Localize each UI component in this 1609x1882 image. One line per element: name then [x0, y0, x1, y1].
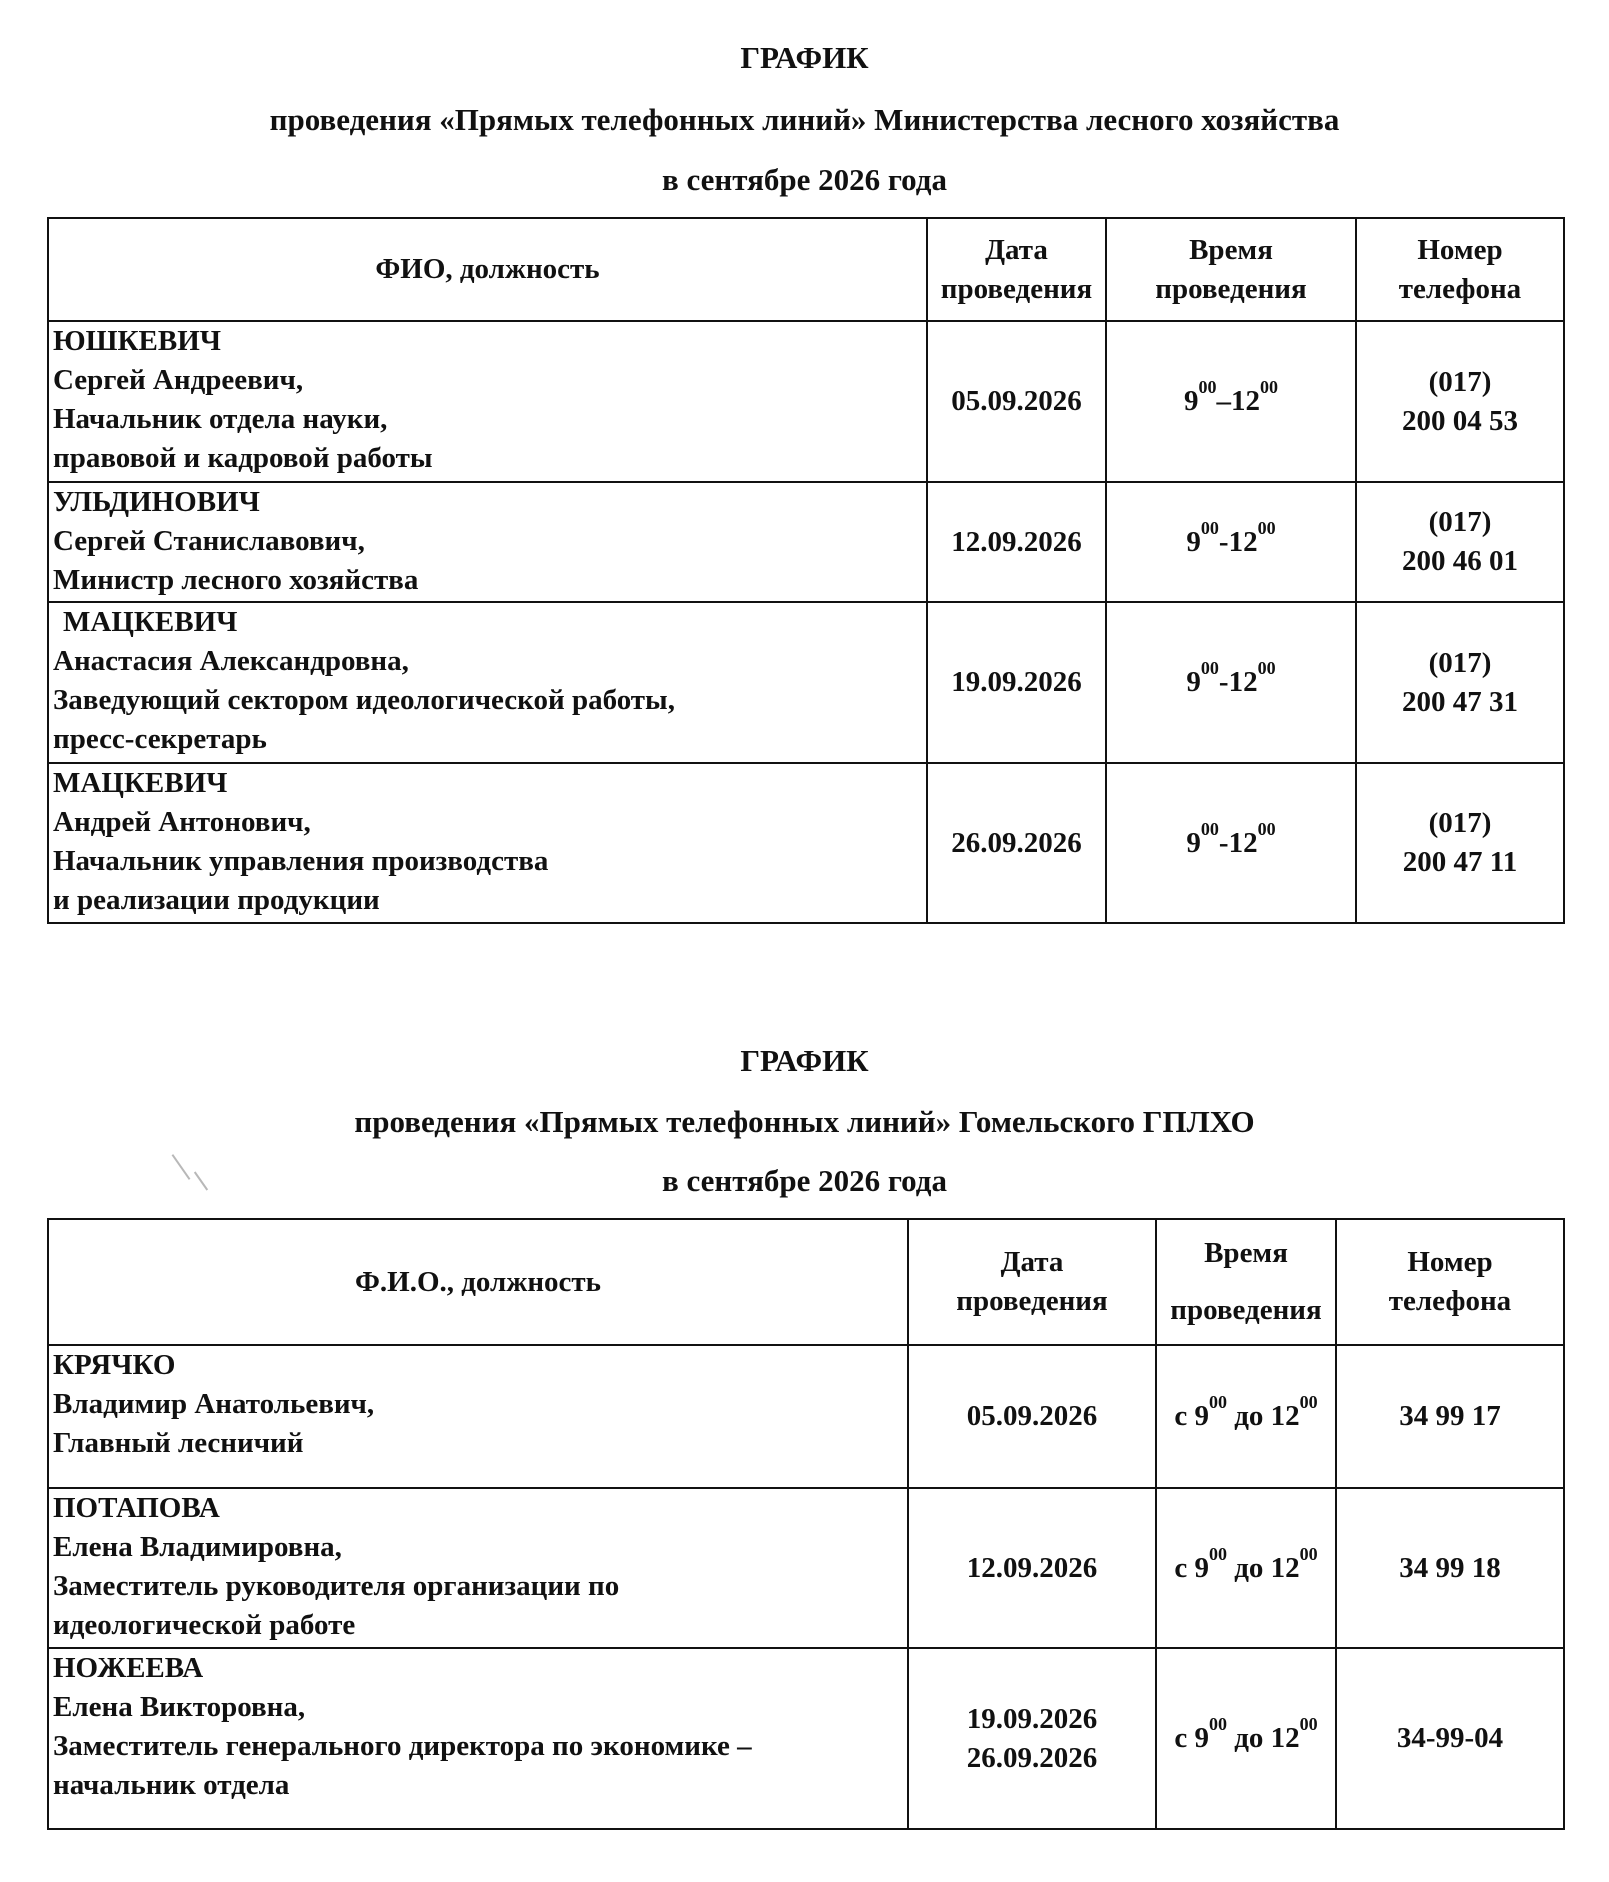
- person-given-name: Андрей Антонович,: [53, 806, 311, 838]
- header-name: ФИО, должность: [48, 218, 927, 321]
- phone-cell: 34 99 18: [1336, 1488, 1564, 1648]
- table-row: [48, 602, 1564, 763]
- schedule-subtitle-2: проведения «Прямых телефонных линий» Гомельского ГПЛХО: [354, 1104, 1255, 1139]
- schedule-table-ministry: [47, 217, 1565, 924]
- person-position: Министр лесного хозяйства: [53, 564, 419, 596]
- person-given-name: Елена Владимировна,: [53, 1531, 342, 1563]
- table-header-row: [48, 1219, 1564, 1345]
- date-cell: 05.09.2026: [927, 321, 1106, 482]
- schedule-title-2: ГРАФИК: [740, 1043, 869, 1078]
- header-phone: Номер телефона: [1336, 1219, 1564, 1345]
- person-cell: [48, 602, 927, 763]
- header-time: Время проведения: [1156, 1219, 1336, 1345]
- date-cell: 05.09.2026: [908, 1345, 1156, 1488]
- person-surname: НОЖЕЕВА: [53, 1652, 204, 1684]
- person-position: Начальник управления производства: [53, 845, 549, 877]
- person-cell: [48, 1488, 908, 1648]
- date-cell: 19.09.2026 26.09.2026: [908, 1648, 1156, 1829]
- date-cell: 12.09.2026: [927, 482, 1106, 602]
- schedule-table-gomel: [47, 1218, 1565, 1830]
- schedule-subtitle-1: проведения «Прямых телефонных линий» Министерства лесного хозяйства: [269, 102, 1340, 137]
- time-cell: $9^{00}-12^{00}$: [1106, 321, 1356, 482]
- person-surname: КРЯЧКО: [53, 1349, 176, 1381]
- table-row: [48, 321, 1564, 482]
- time-cell: с $9^{00}$ до $12^{00}$: [1156, 1488, 1336, 1648]
- person-given-name: Сергей Андреевич,: [53, 364, 304, 396]
- person-surname: МАЦКЕВИЧ: [63, 606, 238, 638]
- person-given-name: Елена Викторовна,: [53, 1691, 306, 1723]
- time-cell: $9^{00}-12^{00}$: [1106, 763, 1356, 923]
- time-cell: с $9^{00}$ до $12^{00}$: [1156, 1648, 1336, 1829]
- person-position: Заместитель руководителя организации по: [53, 1570, 620, 1602]
- time-cell: с $9^{00}$ до $12^{00}$: [1156, 1345, 1336, 1488]
- person-cell: [48, 321, 927, 482]
- phone-cell: 34-99-04: [1336, 1648, 1564, 1829]
- person-position: начальник отдела: [53, 1769, 290, 1801]
- person-position: Начальник отдела науки,: [53, 403, 388, 435]
- table-row: [48, 482, 1564, 602]
- person-position: правовой и кадровой работы: [53, 442, 433, 474]
- person-cell: [48, 763, 927, 923]
- time-cell: $9^{00}-12^{00}$: [1106, 482, 1356, 602]
- phone-cell: (017) 200 04 53: [1356, 321, 1564, 482]
- phone-cell: (017) 200 46 01: [1356, 482, 1564, 602]
- table-row: [48, 1488, 1564, 1648]
- schedule-title-1: ГРАФИК: [740, 40, 869, 75]
- table-row: [48, 1345, 1564, 1488]
- header-name: Ф.И.О., должность: [48, 1219, 908, 1345]
- person-given-name: Владимир Анатольевич,: [53, 1388, 375, 1420]
- person-cell: [48, 1648, 908, 1829]
- phone-cell: (017) 200 47 11: [1356, 763, 1564, 923]
- header-time: Время проведения: [1106, 218, 1356, 321]
- person-position: идеологической работе: [53, 1609, 356, 1641]
- date-cell: 26.09.2026: [927, 763, 1106, 923]
- table-row: [48, 763, 1564, 923]
- person-position: Заместитель генерального директора по экономике –: [53, 1730, 752, 1762]
- person-cell: [48, 482, 927, 602]
- time-cell: $9^{00}-12^{00}$: [1106, 602, 1356, 763]
- person-given-name: Сергей Станиславович,: [53, 525, 365, 557]
- person-position: Главный лесничий: [53, 1427, 304, 1459]
- date-cell: 19.09.2026: [927, 602, 1106, 763]
- phone-cell: 34 99 17: [1336, 1345, 1564, 1488]
- person-position: пресс-секретарь: [53, 723, 267, 755]
- date-cell: 12.09.2026: [908, 1488, 1156, 1648]
- header-date: Дата проведения: [927, 218, 1106, 321]
- header-phone: Номер телефона: [1356, 218, 1564, 321]
- person-surname: УЛЬДИНОВИЧ: [53, 486, 260, 518]
- header-date: Дата проведения: [908, 1219, 1156, 1345]
- table-row: [48, 1648, 1564, 1829]
- phone-cell: (017) 200 47 31: [1356, 602, 1564, 763]
- person-surname: МАЦКЕВИЧ: [53, 767, 228, 799]
- person-given-name: Анастасия Александровна,: [53, 645, 409, 677]
- schedule-period-2: в сентябре 2026 года: [662, 1163, 947, 1198]
- person-position: Заведующий сектором идеологической работы,: [53, 684, 675, 716]
- table-header-row: [48, 218, 1564, 321]
- person-cell: [48, 1345, 908, 1488]
- schedule-period-1: в сентябре 2026 года: [662, 162, 947, 197]
- person-position: и реализации продукции: [53, 884, 380, 916]
- person-surname: ЮШКЕВИЧ: [53, 325, 222, 357]
- person-surname: ПОТАПОВА: [53, 1492, 220, 1524]
